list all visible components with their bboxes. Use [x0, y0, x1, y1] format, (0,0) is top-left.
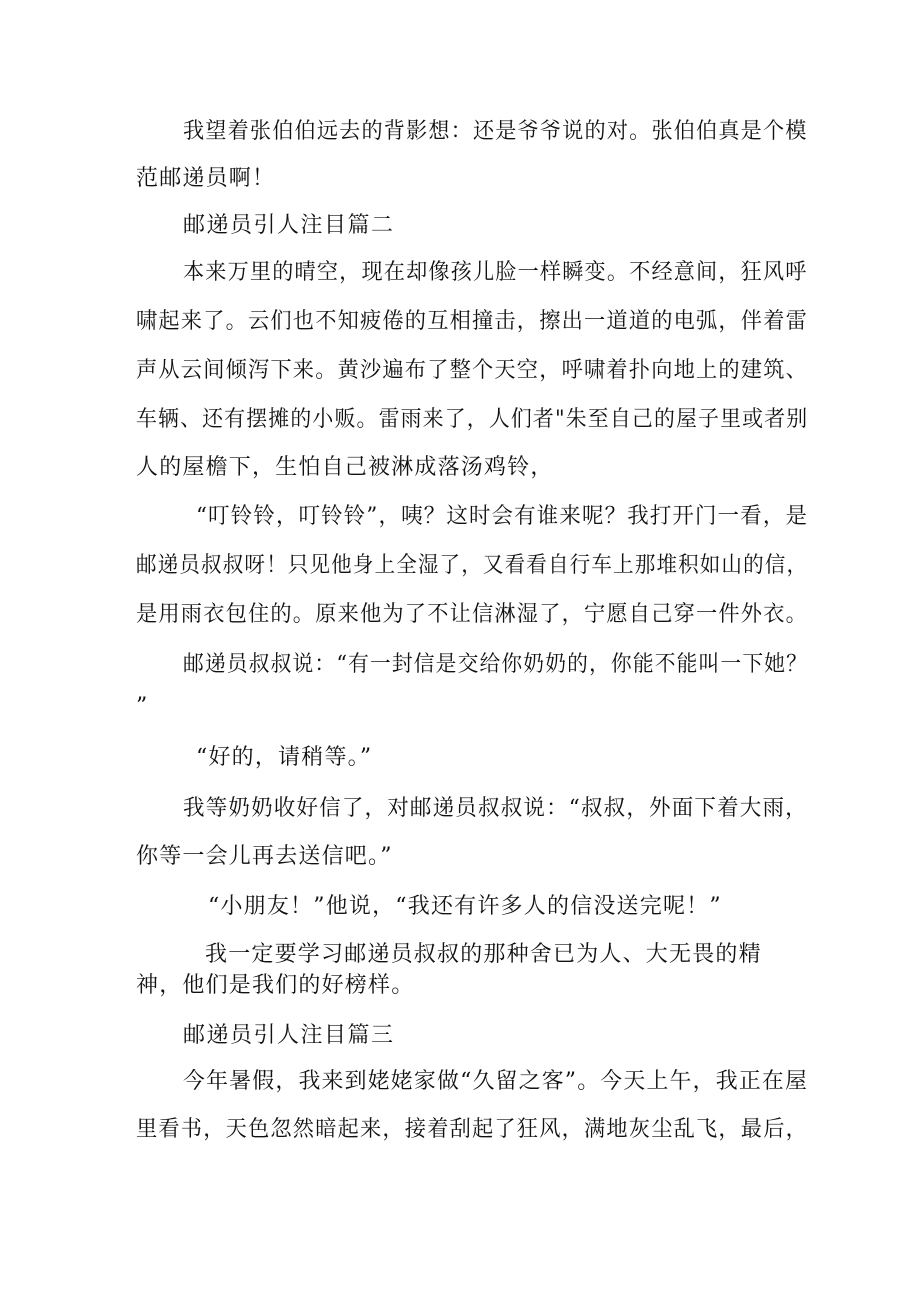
paragraph-line: 声从云间倾泻下来。黄沙遍布了整个天空，呼啸着扑向地上的建筑、 [136, 358, 809, 383]
paragraph-line: “好的，请稍等。” [196, 745, 373, 770]
paragraph-line: 是用雨衣包住的。原来他为了不让信淋湿了，宁愿自己穿一件外衣。 [136, 602, 809, 627]
paragraph-line: “小朋友！”他说，“我还有许多人的信没送完呢！” [208, 894, 722, 919]
paragraph-line: 邮递员叔叔呀！只见他身上全湿了，又看看自行车上那堆积如山的信， [136, 553, 809, 578]
section-heading: 邮递员引人注目篇三 [183, 1023, 395, 1048]
paragraph-line: 车辆、还有摆摊的小贩。雷雨来了，人们者"朱至自己的屋子里或者别 [136, 407, 809, 432]
paragraph-line: 神，他们是我们的好榜样。 [136, 973, 415, 998]
paragraph-line: “叮铃铃，叮铃铃”，咦？这时会有谁来呢？我打开门一看，是 [196, 504, 809, 529]
paragraph-line: 啸起来了。云们也不知疲倦的互相撞击，擦出一道道的电弧，伴着雷 [136, 309, 809, 334]
section-heading: 邮递员引人注目篇二 [183, 213, 395, 238]
paragraph-line: 范邮递员啊！ [136, 166, 276, 191]
paragraph-line: 本来万里的晴空，现在却像孩儿脸一样瞬变。不经意间，狂风呼 [183, 260, 808, 285]
paragraph-line: 里看书，天色忽然暗起来，接着刮起了狂风，满地灰尘乱飞，最后， [136, 1117, 809, 1142]
paragraph-line: 我等奶奶收好信了，对邮递员叔叔说：“叔叔，外面下着大雨， [183, 796, 808, 821]
paragraph-line: 邮递员叔叔说：“有一封信是交给你奶奶的，你能不能叫一下她？ [183, 652, 809, 677]
paragraph-line: 人的屋檐下，生怕自己被淋成落汤鸡铃， [136, 455, 554, 480]
paragraph-line: ” [136, 694, 149, 719]
paragraph-line: 我一定要学习邮递员叔叔的那种舍已为人、大无畏的精 [205, 942, 762, 967]
paragraph-line: 今年暑假，我来到姥姥家做“久留之客”。今天上午，我正在屋 [183, 1069, 809, 1094]
paragraph-line: 你等一会儿再去送信吧。” [136, 844, 393, 869]
paragraph-line: 我望着张伯伯远去的背影想：还是爷爷说的对。张伯伯真是个模 [183, 119, 808, 144]
